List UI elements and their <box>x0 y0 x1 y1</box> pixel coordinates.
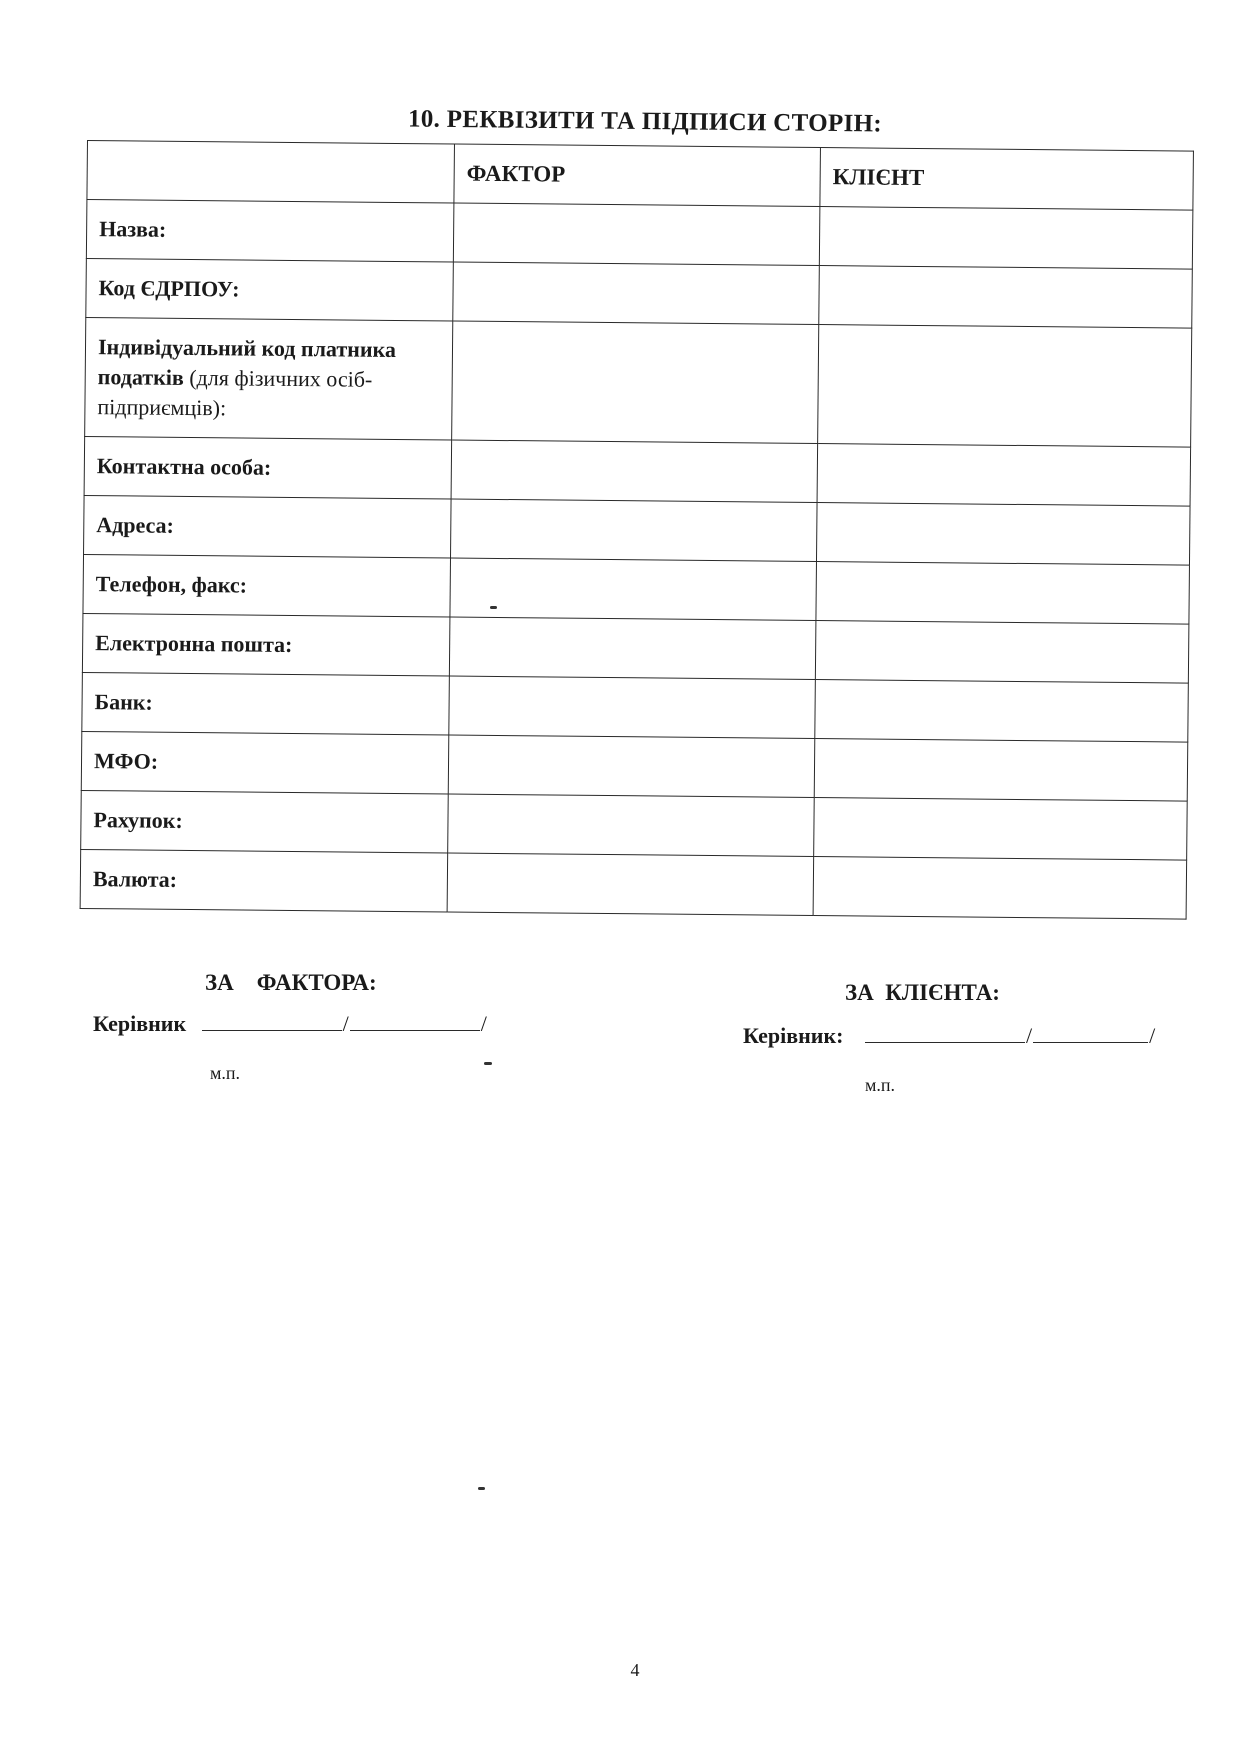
factor-slash-1: / <box>342 1011 349 1036</box>
client-cell-address <box>816 503 1190 566</box>
row-label-tax-code <box>85 317 453 440</box>
row-label-email: Електронна пошта: <box>82 613 450 676</box>
factor-cell-tax-code <box>452 321 819 444</box>
requisites-table <box>80 140 1194 920</box>
table-row <box>81 790 1188 860</box>
client-cell-phone <box>816 562 1190 625</box>
table-row <box>86 258 1193 328</box>
factor-cell-address <box>451 499 818 562</box>
client-cell-account <box>814 798 1188 861</box>
client-cell-bank <box>815 680 1189 743</box>
row-label-contact: Контактна особа: <box>84 436 452 499</box>
client-cell-name <box>819 207 1193 270</box>
factor-cell-mfo <box>448 735 815 798</box>
factor-cell-bank <box>449 676 816 739</box>
client-slash-1: / <box>1025 1023 1033 1048</box>
scan-speck <box>478 1487 485 1490</box>
header-factor: ФАКТОР <box>454 144 821 207</box>
table-row <box>86 200 1193 270</box>
factor-slash-2: / <box>480 1011 487 1036</box>
factor-cell-account <box>448 794 815 857</box>
factor-cell-edrpou <box>453 262 820 325</box>
client-signature-heading: ЗА КЛІЄНТА: <box>845 980 1000 1005</box>
client-cell-email <box>815 621 1189 684</box>
table-row <box>81 731 1188 801</box>
client-name-blank <box>1033 1022 1148 1043</box>
factor-signature-line <box>93 1010 488 1037</box>
factor-signature-heading: ЗА ФАКТОРА: <box>205 970 377 995</box>
row-label-mfo: МФО: <box>81 731 449 794</box>
table-row <box>82 613 1189 683</box>
factor-cell-contact <box>451 440 818 503</box>
client-role-label: Керівник: <box>743 1023 844 1048</box>
client-signature-line <box>743 1022 1156 1049</box>
table-row <box>80 849 1187 919</box>
factor-name-blank <box>350 1010 480 1031</box>
table-header-row <box>87 141 1194 211</box>
page-number: 4 <box>630 1660 640 1680</box>
client-cell-contact <box>817 444 1191 507</box>
client-cell-mfo <box>814 739 1188 802</box>
scan-speck <box>484 1062 492 1065</box>
client-cell-tax-code <box>818 325 1192 448</box>
row-label-name: Назва: <box>86 200 454 263</box>
table-row <box>83 554 1190 624</box>
row-label-currency: Валюта: <box>80 849 448 912</box>
row-label-address: Адреса: <box>84 495 452 558</box>
client-signature-blank <box>865 1022 1025 1043</box>
table-row <box>85 317 1192 447</box>
client-slash-2: / <box>1149 1023 1156 1048</box>
row-label-phone: Телефон, факс: <box>83 554 451 617</box>
factor-role-label: Керівник <box>93 1011 187 1036</box>
factor-cell-phone <box>450 558 817 621</box>
factor-signature-blank <box>202 1010 342 1031</box>
row-label-tax-code-note: (для фізичних осіб-підприємців): <box>97 365 373 421</box>
factor-cell-currency <box>447 853 814 916</box>
section-title: 10. РЕКВІЗИТИ ТА ПІДПИСИ СТОРІН: <box>407 105 883 138</box>
table-row <box>84 495 1191 565</box>
factor-cell-email <box>449 617 816 680</box>
row-label-edrpou: Код ЄДРПОУ: <box>86 258 454 321</box>
factor-stamp-mark: м.п. <box>210 1063 241 1083</box>
row-label-account: Рахупок: <box>81 790 449 853</box>
factor-cell-name <box>453 203 820 266</box>
row-label-tax-code-bold: Індивідуальний код платника податків <box>97 334 397 391</box>
table-row <box>82 672 1189 742</box>
client-cell-edrpou <box>819 266 1193 329</box>
client-stamp-mark: м.п. <box>865 1075 896 1095</box>
header-client: КЛІЄНТ <box>820 148 1194 211</box>
header-empty-cell <box>87 141 455 204</box>
client-cell-currency <box>813 857 1187 920</box>
scan-speck <box>490 606 497 609</box>
row-label-bank: Банк: <box>82 672 450 735</box>
table-row <box>84 436 1191 506</box>
